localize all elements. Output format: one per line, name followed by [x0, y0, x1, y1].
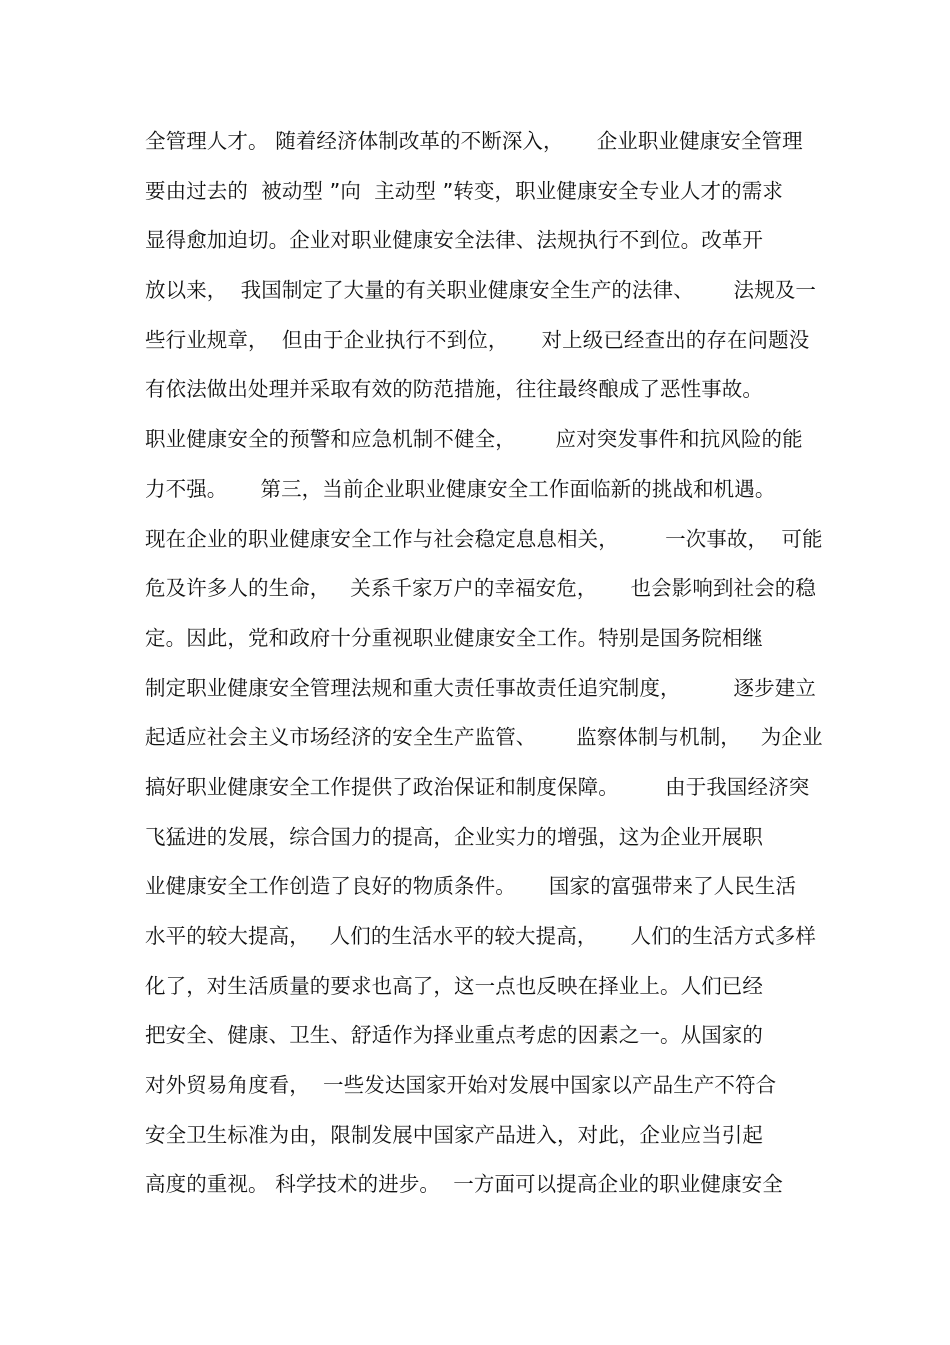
- text-line: 搞好职业健康安全工作提供了政治保证和制度保障。 由于我国经济突: [145, 774, 810, 799]
- text-line: 业健康安全工作创造了良好的物质条件。 国家的富强带来了人民生活: [145, 874, 797, 899]
- text-line: 显得愈加迫切。企业对职业健康安全法律、法规执行不到位。改革开: [145, 228, 763, 253]
- text-line: 把安全、健康、卫生、舒适作为择业重点考虑的因素之一。从国家的: [145, 1023, 763, 1048]
- text-line: 飞猛进的发展，综合国力的提高，企业实力的增强，这为企业开展职: [145, 824, 763, 849]
- text-line: 化了，对生活质量的要求也高了，这一点也反映在择业上。人们已经: [145, 973, 763, 998]
- text-line: 放以来， 我国制定了大量的有关职业健康安全生产的法律、 法规及一: [145, 278, 816, 303]
- text-line: 水平的较大提高， 人们的生活水平的较大提高， 人们的生活方式多样: [145, 924, 816, 948]
- text-line: 现在企业的职业健康安全工作与社会稳定息息相关， 一次事故， 可能: [145, 526, 823, 551]
- text-line: 高度的重视。 科学技术的进步。 一方面可以提高企业的职业健康安全: [145, 1172, 783, 1197]
- body-text: [145, 124, 825, 1217]
- text-line: 职业健康安全的预警和应急机制不健全， 应对突发事件和抗风险的能: [145, 427, 803, 452]
- text-line: 制定职业健康安全管理法规和重大责任事故责任追究制度， 逐步建立: [145, 675, 816, 700]
- text-line: 有依法做出处理并采取有效的防范措施，往往最终酿成了恶性事故。: [145, 377, 763, 402]
- text-line: 定。因此，党和政府十分重视职业健康安全工作。特别是国务院相继: [145, 625, 763, 650]
- text-line: 起适应社会主义市场经济的安全生产监管、 监察体制与机制， 为企业: [145, 725, 823, 750]
- text-line: 力不强。 第三，当前企业职业健康安全工作面临新的挑战和机遇。: [145, 476, 776, 501]
- text-line: 些行业规章， 但由于企业执行不到位， 对上级已经查出的存在问题没: [145, 327, 810, 352]
- text-line: 要由过去的 被动型 ”向 主动型 ”转变，职业健康安全专业人才的需求: [145, 178, 783, 203]
- text-line: 全管理人才。 随着经济体制改革的不断深入， 企业职业健康安全管理: [145, 129, 803, 153]
- text-line: 对外贸易角度看， 一些发达国家开始对发展中国家以产品生产不符合: [145, 1073, 777, 1098]
- text-line: 安全卫生标准为由，限制发展中国家产品进入，对此，企业应当引起: [145, 1122, 763, 1147]
- text-line: 危及许多人的生命， 关系千家万户的幸福安危， 也会影响到社会的稳: [145, 576, 816, 601]
